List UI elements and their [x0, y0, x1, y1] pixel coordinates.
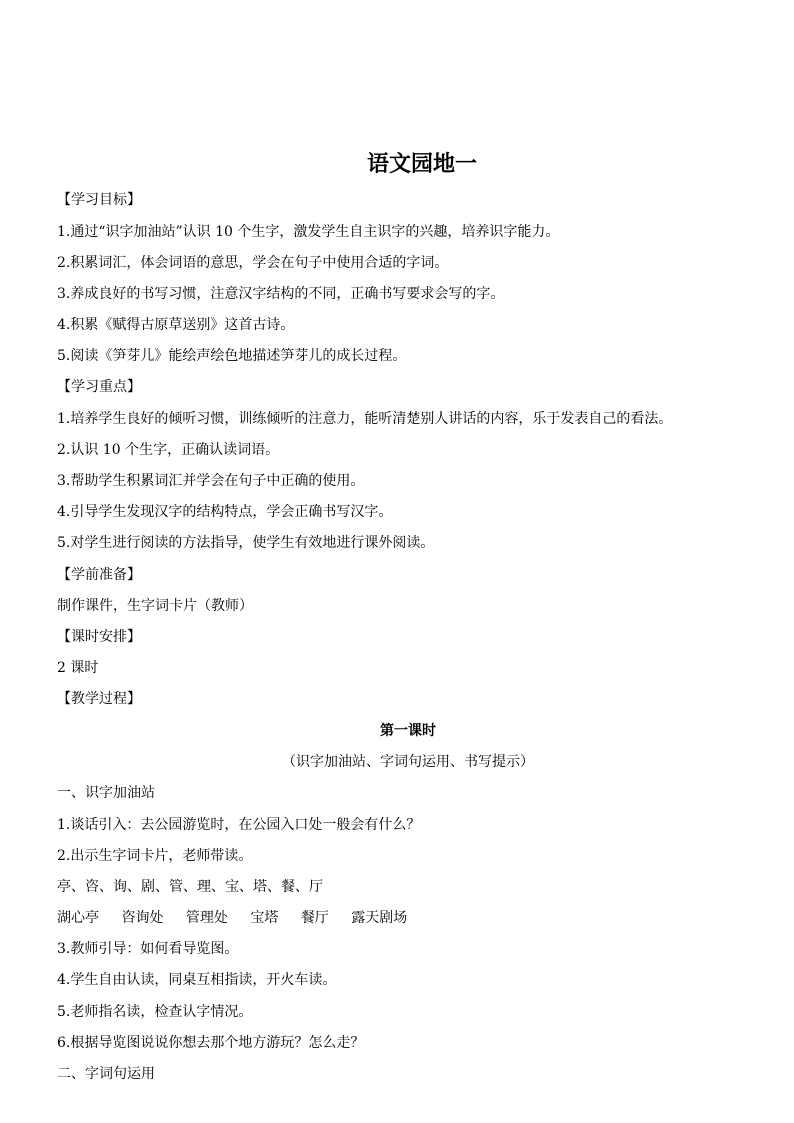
part1-header: 一、识字加油站	[57, 785, 155, 801]
step-item: 1.谈话引入：去公园游览时，在公园入口处一般会有什么？	[57, 817, 421, 833]
goal-item: 3.养成良好的书写习惯，注意汉字结构的不同，正确书写要求会写的字。	[57, 286, 505, 302]
step-item: 5.老师指名读，检查认字情况。	[57, 1004, 253, 1020]
schedule-text: 2 课时	[57, 660, 99, 676]
focus-item: 5.对学生进行阅读的方法指导，使学生有效地进行课外阅读。	[57, 535, 435, 551]
word-item: 咨询处	[121, 910, 164, 926]
step-item: 6.根据导览图说说你想去那个地方游玩？怎么走？	[57, 1035, 365, 1051]
step-item: 3.教师引导：如何看导览图。	[57, 941, 239, 957]
word-item: 宝塔	[250, 910, 279, 926]
section-header-focus: 【学习重点】	[57, 379, 141, 395]
section-header-goals: 【学习目标】	[57, 192, 141, 208]
focus-item: 2.认识 10 个生字，正确认读词语。	[57, 442, 280, 458]
goal-item: 1.通过“识字加油站”认识 10 个生字，激发学生自主识字的兴趣，培养识字能力。	[57, 224, 560, 240]
section-header-schedule: 【课时安排】	[57, 629, 141, 645]
word-item: 餐厅	[300, 910, 329, 926]
character-list: 亭、咨、询、剧、管、理、宝、塔、餐、厅	[57, 879, 323, 895]
lesson-title: 第一课时	[380, 723, 436, 739]
word-list	[57, 908, 425, 928]
step-item: 4.学生自由认读，同桌互相指读，开火车读。	[57, 972, 337, 988]
goal-item: 4.积累《赋得古原草送别》这首古诗。	[57, 317, 295, 333]
focus-item: 3.帮助学生积累词汇并学会在句子中正确的使用。	[57, 473, 365, 489]
goal-item: 5.阅读《笋芽儿》能绘声绘色地描述笋芽儿的成长过程。	[57, 348, 407, 364]
focus-item: 1.培养学生良好的倾听习惯，训练倾听的注意力，能听清楚别人讲话的内容，乐于发表自己的看法。	[57, 411, 673, 427]
word-item: 管理处	[185, 910, 228, 926]
step-item: 2.出示生字词卡片，老师带读。	[57, 848, 253, 864]
section-header-process: 【教学过程】	[57, 691, 141, 707]
page-title: 语文园地一	[366, 151, 477, 177]
lesson-subtitle: （识字加油站、字词句运用、书写提示）	[282, 754, 534, 770]
prep-text: 制作课件，生字词卡片（教师）	[57, 598, 253, 614]
word-item: 湖心亭	[57, 910, 99, 926]
part2-header: 二、字词句运用	[57, 1066, 155, 1082]
goal-item: 2.积累词汇，体会词语的意思，学会在句子中使用合适的字词。	[57, 255, 449, 271]
section-header-prep: 【学前准备】	[57, 567, 141, 583]
word-item: 露天剧场	[351, 910, 408, 926]
focus-item: 4.引导学生发现汉字的结构特点，学会正确书写汉字。	[57, 504, 393, 520]
